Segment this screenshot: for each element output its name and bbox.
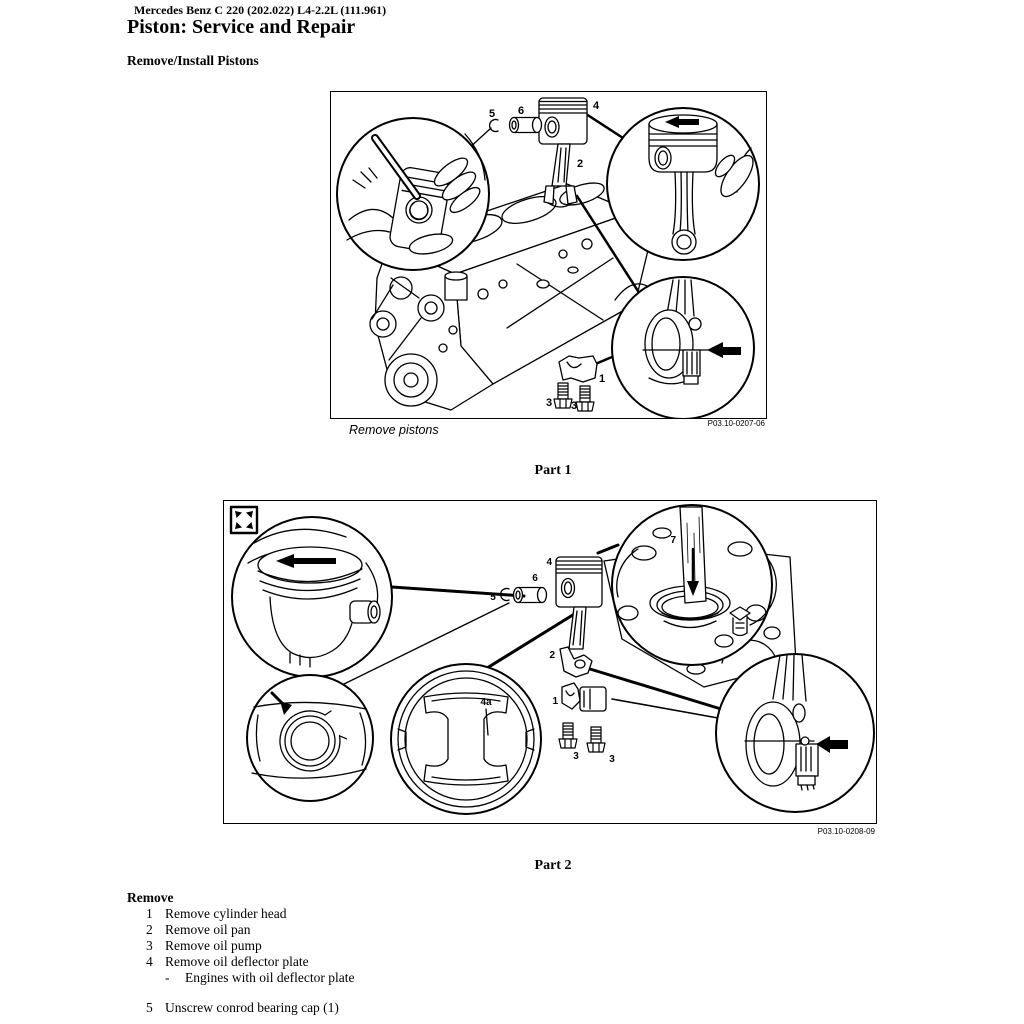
callout-2: 2 bbox=[577, 158, 584, 170]
inset-conrod-mark bbox=[612, 277, 754, 418]
figure1-remove-pistons bbox=[330, 91, 767, 419]
step-text: Remove oil deflector plate bbox=[165, 954, 309, 969]
step-text: Engines with oil deflector plate bbox=[185, 970, 355, 985]
inset-circlip-installed bbox=[247, 675, 373, 801]
step-number: 3 bbox=[146, 938, 153, 953]
callout-6: 6 bbox=[517, 105, 525, 117]
callout2-5: 5 bbox=[490, 592, 496, 603]
callout-3a: 3 bbox=[545, 397, 553, 409]
figure1-diagram bbox=[331, 92, 766, 418]
procedure-list bbox=[127, 890, 647, 1016]
procedure-heading: Remove bbox=[127, 890, 174, 905]
procedure-step bbox=[127, 938, 647, 954]
step-dash: - bbox=[165, 970, 170, 985]
figure1-caption: Remove pistons bbox=[349, 423, 439, 437]
inset-circlip-removal bbox=[337, 118, 489, 270]
step-text: Remove oil pan bbox=[165, 922, 251, 937]
inset-conrod-mark-2 bbox=[716, 654, 874, 812]
page-title: Piston: Service and Repair bbox=[127, 16, 356, 38]
inset-piston-bottom-view bbox=[391, 664, 541, 814]
callout2-3b: 3 bbox=[609, 754, 615, 765]
piston-conrod-assembly-2 bbox=[556, 557, 602, 677]
step-number: 1 bbox=[146, 906, 153, 921]
callout2-2: 2 bbox=[549, 650, 555, 661]
procedure-step bbox=[127, 906, 647, 922]
step-text: Unscrew conrod bearing cap (1) bbox=[165, 1000, 339, 1015]
part1-label: Part 1 bbox=[534, 463, 572, 478]
procedure-step bbox=[127, 1000, 647, 1016]
figure2-diagram bbox=[224, 501, 876, 823]
callout2-4: 4 bbox=[546, 557, 552, 568]
callout2-3a: 3 bbox=[573, 751, 579, 762]
procedure-substep bbox=[127, 970, 647, 986]
callout2-6: 6 bbox=[532, 573, 538, 584]
callout-5: 5 bbox=[488, 108, 496, 120]
figure1-code: P03.10-0207-06 bbox=[707, 419, 765, 428]
procedure-step bbox=[127, 954, 647, 970]
figure2-code: P03.10-0208-09 bbox=[817, 827, 875, 836]
callout2-7: 7 bbox=[670, 535, 676, 546]
callout-3b: 3 bbox=[570, 400, 578, 412]
expand-arrows-icon bbox=[231, 507, 257, 533]
procedure-step bbox=[127, 922, 647, 938]
section-heading: Remove/Install Pistons bbox=[127, 53, 259, 68]
step-text: Remove cylinder head bbox=[165, 906, 287, 921]
figure2-install-pistons bbox=[223, 500, 877, 824]
inset-piston-removal-direction bbox=[232, 517, 392, 677]
bearing-cap-2 bbox=[559, 683, 606, 752]
vehicle-model-line: Mercedes Benz C 220 (202.022) L4-2.2L (111.961) bbox=[134, 3, 387, 17]
callout-1: 1 bbox=[599, 373, 606, 385]
step-number: 2 bbox=[146, 922, 153, 937]
piston-pin bbox=[490, 118, 542, 133]
part2-label: Part 2 bbox=[534, 858, 572, 873]
callout-4: 4 bbox=[593, 100, 600, 112]
callout2-4a: 4a bbox=[480, 697, 492, 708]
step-text: Remove oil pump bbox=[165, 938, 262, 953]
callout2-1: 1 bbox=[552, 696, 558, 707]
inset-piston-marking bbox=[607, 108, 759, 260]
step-number: 5 bbox=[146, 1000, 153, 1015]
step-number: 4 bbox=[146, 954, 153, 969]
